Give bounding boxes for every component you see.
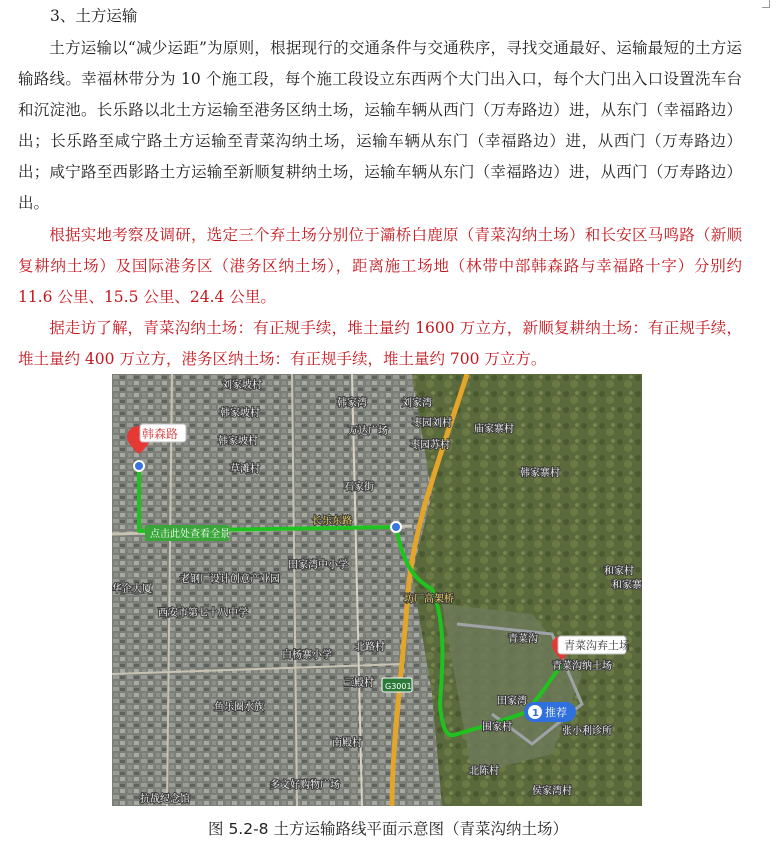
place-label: 张小利诊所 <box>562 726 612 737</box>
place-label: 田家湾 <box>497 696 527 707</box>
place-label: 白杨寨小学 <box>282 650 332 661</box>
place-label: 多文好购物广场 <box>270 780 340 791</box>
place-label: 南殿村 <box>332 738 362 749</box>
place-label: 华企大厦 <box>112 584 152 595</box>
place-label: 石家街 <box>344 482 374 493</box>
place-label: 韩家坡村 <box>220 408 260 419</box>
paragraph-text: 土方运输以“减少运距”为原则，根据现行的交通条件与交通秩序，寻找交通最好、运输最短的土方运输路线。幸福林带分为 10 个施工段，每个施工段设立东西两个大门出入口，每个大门出入口设置洗车台和沉淀池。长乐路以北土方运输至港务区纳土场，运输车辆从西门（万寿路边）进，从东门（幸福路边）出；长乐路至咸宁路土方运输至青菜沟纳土场，运输车辆从东门（幸福路边）进，从西门（万寿路边）出；咸宁路至西影路土方运输至新顺复耕纳土场，运输车辆从东门（幸福路边）进，从西门（万寿路边）出。 <box>18 39 742 212</box>
place-label: 北陈村 <box>469 766 499 777</box>
highway-code: G3001 <box>385 682 412 691</box>
waypoint-icon <box>391 522 401 532</box>
place-label: 韩家寨村 <box>520 468 560 479</box>
place-label: 韩家坡村 <box>218 436 258 447</box>
figure-caption: 图 5.2-8 土方运输路线平面示意图（青菜沟纳土场） <box>208 820 568 838</box>
place-label: 三殿村 <box>344 678 374 689</box>
start-point-icon <box>134 461 144 471</box>
place-label: 草滩村 <box>230 464 260 475</box>
place-label: 抗战纪念馆 <box>140 794 190 805</box>
place-label: 青菜沟 <box>508 634 538 645</box>
paragraph-text: 据走访了解，青菜沟纳土场：有正规手续，堆土量约 1600 万立方，新顺复耕纳土场：有正规手续，堆土量约 400 万立方，港务区纳土场：有正规手续，堆土量约 700 万立方。 <box>18 319 742 368</box>
route-map[interactable] <box>112 374 642 806</box>
place-label: 刘家湾 <box>402 398 432 409</box>
paragraph-dump-sites <box>18 220 742 313</box>
panorama-button[interactable]: 点击此处查看全景 <box>150 529 230 540</box>
place-label: 枣园苏村 <box>410 440 450 451</box>
place-label: 鱼乐圈水族 <box>214 702 264 713</box>
end-label: 青菜沟弃土场 <box>564 639 630 652</box>
place-label: 青菜沟纳土场 <box>552 661 612 672</box>
place-label: 西安市第七十八中学 <box>158 608 248 619</box>
place-label: 庙家寨村 <box>474 424 514 435</box>
place-label: 坊厂高架桥 <box>404 594 454 605</box>
section-heading: 3、土方运输 <box>50 7 138 25</box>
satellite-map-svg <box>112 374 642 806</box>
place-label: 韩家湾 <box>337 398 367 409</box>
start-label: 韩森路 <box>142 427 179 441</box>
place-label: 田家湾中小学 <box>288 560 348 571</box>
place-label: 侯家湾村 <box>532 786 572 797</box>
place-label: 和家村 <box>604 566 634 577</box>
place-label: 北路村 <box>355 642 385 653</box>
place-label: 和家寨 <box>612 580 642 591</box>
place-label: 老钢厂设计创意产业园 <box>180 574 280 585</box>
recommend-number: 1 <box>532 708 539 719</box>
place-label: 枣园刘村 <box>412 418 452 429</box>
paragraph-text: 根据实地考察及调研，选定三个弃土场分别位于灞桥白鹿原（青菜沟纳土场）和长安区马鸣路（新顺复耕纳土场）及国际港务区（港务区纳土场），距离施工场地（林带中部韩森路与幸福路十字）分别约 11.6 公里、15.5 公里、24.4 公里。 <box>18 226 742 306</box>
place-label: 刘家坡村 <box>222 380 262 391</box>
place-label: 万达广场 <box>348 426 388 437</box>
recommend-badge[interactable]: 推荐 <box>545 706 567 719</box>
paragraph-capacity <box>18 313 742 375</box>
page-corner-mark <box>769 0 770 8</box>
place-label: 围家村 <box>482 722 512 733</box>
road-label: 长乐东路 <box>312 516 352 527</box>
paragraph-transport-route <box>18 33 742 219</box>
